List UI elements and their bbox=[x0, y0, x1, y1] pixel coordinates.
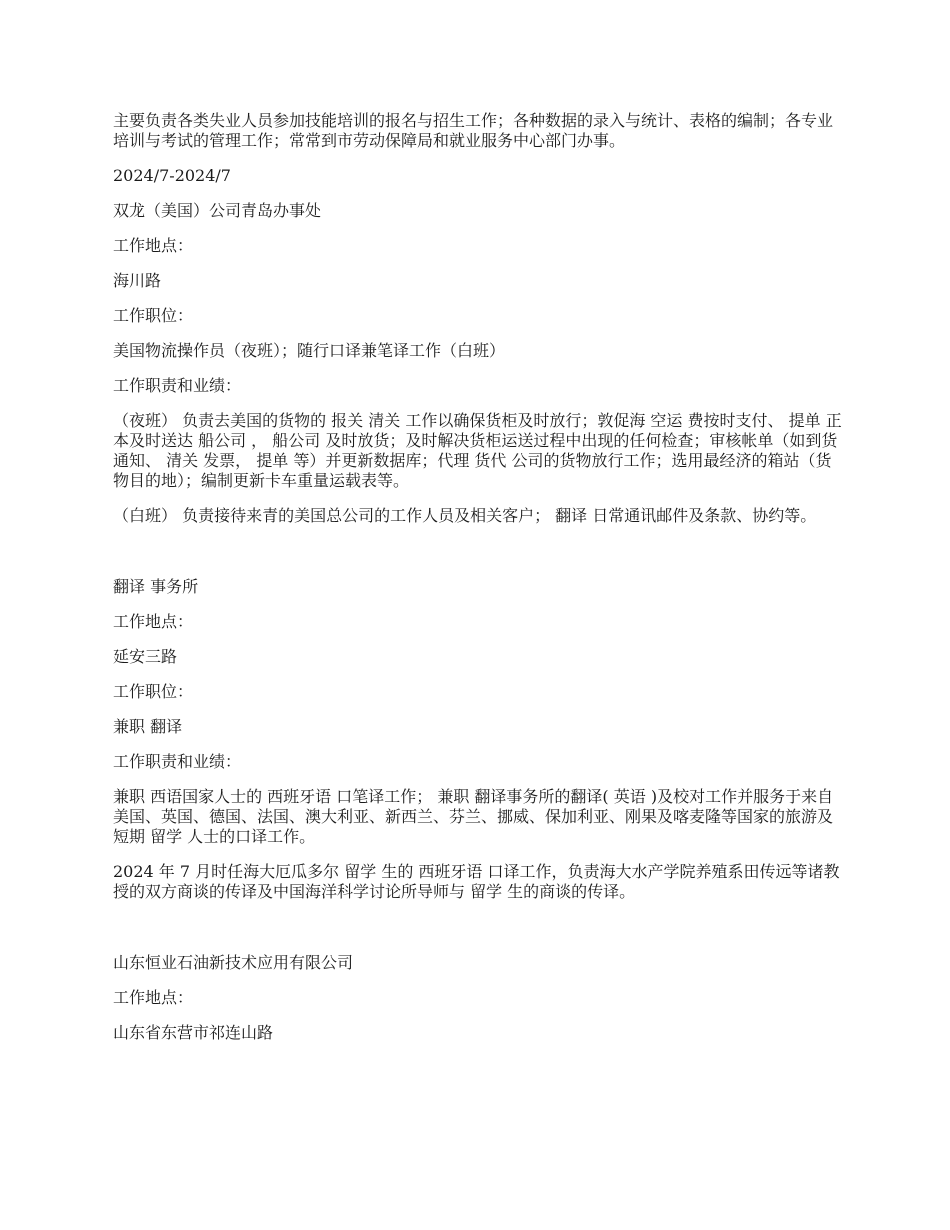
document-body bbox=[113, 111, 843, 1058]
location-value: 海川路 bbox=[113, 271, 162, 290]
position-value: 兼职 翻译 bbox=[113, 717, 183, 736]
date-range: 2024/7-2024/7 bbox=[113, 166, 231, 185]
night-shift-duties: （夜班） 负责去美国的货物的 报关 清关 工作以确保货柜及时放行；敦促海 空运 费按时支付、 提单 正本及时送达 船公司 ， 船公司 及时放货；及时解决货柜运送过程中出现的任何检查；审核帐单（如到货通知、 清关 发票， 提单 等）并更新数据库；代理 货代 公司的货物放行工作；选用最经济的箱站（货物目的地）；编制更新卡车重量运载表等。 bbox=[113, 411, 842, 490]
duties-label: 工作职责和业绩： bbox=[113, 752, 242, 771]
location-label: 工作地点： bbox=[113, 612, 194, 631]
translation-duties: 兼职 西语国家人士的 西班牙语 口笔译工作； 兼职 翻译事务所的翻译( 英语 )及校对工作并服务于来自美国、英国、德国、法国、澳大利亚、新西兰、芬兰、挪威、保加利亚、刚果及喀麦隆等国家的旅游及短期 留学 人士的口译工作。 bbox=[113, 787, 834, 846]
location-value: 延安三路 bbox=[113, 647, 178, 666]
location-label: 工作地点： bbox=[113, 236, 194, 255]
position-value: 美国物流操作员（夜班）；随行口译兼笔译工作（白班） bbox=[113, 341, 506, 360]
position-label: 工作职位： bbox=[113, 682, 194, 701]
day-shift-duties: （白班） 负责接待来青的美国总公司的工作人员及相关客户； 翻译 日常通讯邮件及条款、协约等。 bbox=[113, 506, 817, 525]
duties-label: 工作职责和业绩： bbox=[113, 376, 242, 395]
duty-summary-paragraph: 主要负责各类失业人员参加技能培训的报名与招生工作；各种数据的录入与统计、表格的编制；各专业培训与考试的管理工作；常常到市劳动保障局和就业服务中心部门办事。 bbox=[113, 111, 834, 150]
section-gap bbox=[113, 541, 843, 577]
interpretation-duties: 2024 年 7 月时任海大厄瓜多尔 留学 生的 西班牙语 口译工作，负责海大水产学院养殖系田传远等诸教授的双方商谈的传译及中国海洋科学讨论所导师与 留学 生的商谈的传译。 bbox=[113, 862, 840, 901]
company-name: 双龙（美国）公司青岛办事处 bbox=[113, 201, 322, 220]
company-name: 翻译 事务所 bbox=[113, 577, 199, 596]
company-name: 山东恒业石油新技术应用有限公司 bbox=[113, 953, 354, 972]
section-gap bbox=[113, 917, 843, 953]
location-label: 工作地点： bbox=[113, 988, 194, 1007]
location-value: 山东省东营市祁连山路 bbox=[113, 1023, 274, 1042]
position-label: 工作职位： bbox=[113, 306, 194, 325]
